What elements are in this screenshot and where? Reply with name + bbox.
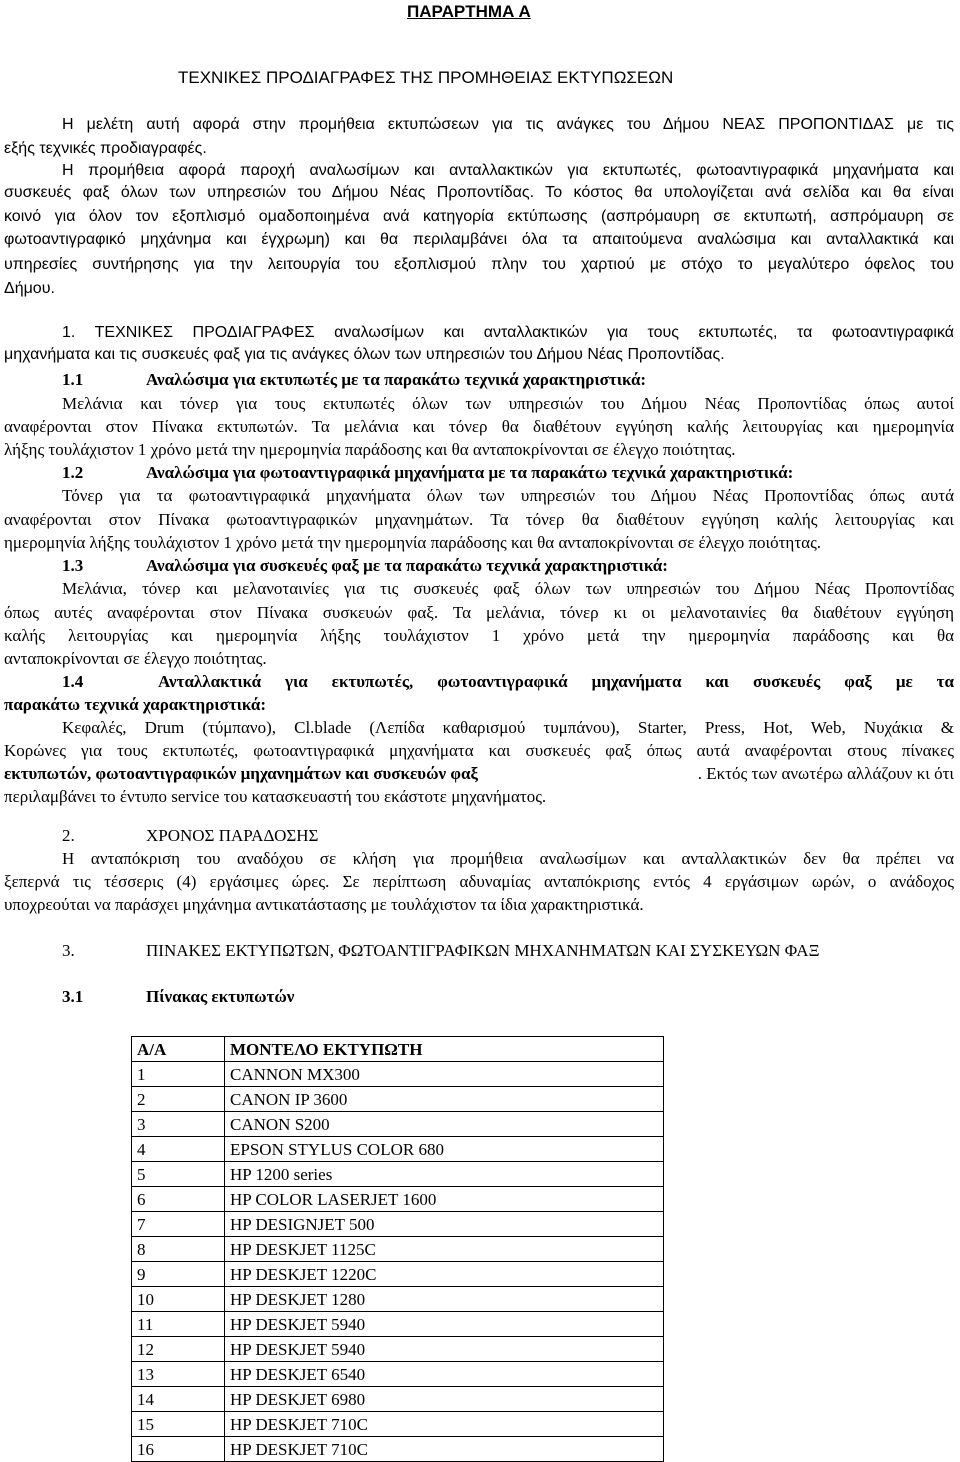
section-title: ΠΙΝΑΚΕΣ ΕΚΤΥΠΩΤΩΝ, ΦΩΤΟΑΝΤΙΓΡΑΦΙΚΩΝ ΜΗΧΑΝΗΜΑΤΩΝ ΚΑΙ ΣΥΣΚΕΥΩΝ ΦΑΞ bbox=[146, 941, 820, 960]
subsection-title: παρακάτω τεχνικά χαρακτηριστικά: bbox=[4, 695, 267, 714]
table-row bbox=[132, 1112, 664, 1137]
printer-model-cell: HP 1200 series bbox=[225, 1162, 664, 1187]
table-row bbox=[132, 1187, 664, 1212]
body-line: υποχρεούται να παράσχει μηχάνημα αντικατάστασης με τουλάχιστον τα ίδια χαρακτηριστικά. bbox=[4, 895, 644, 914]
intro-line: συσκευές φαξ όλων των υπηρεσιών του Δήμου Νέας Προποντίδας. Το κόστος θα υπολογίζεται ανά σελίδα και θα είναι bbox=[4, 184, 954, 201]
intro-line: Η μελέτη αυτή αφορά στην προμήθεια εκτυπώσεων για τις ανάγκες του Δήμου ΝΕΑΣ ΠΡΟΠΟΝΤΙΔΑΣ με τις bbox=[62, 116, 954, 133]
row-number-cell: 13 bbox=[132, 1362, 225, 1387]
body-line: ανταποκρίνονται σε έλεγχο ποιότητας. bbox=[4, 649, 267, 668]
printer-model-cell: HP DESKJET 6980 bbox=[225, 1387, 664, 1412]
table-row bbox=[132, 1062, 664, 1087]
printer-model-cell: EPSON STYLUS COLOR 680 bbox=[225, 1137, 664, 1162]
printer-model-cell: HP DESKJET 5940 bbox=[225, 1337, 664, 1362]
body-line: Τόνερ για τα φωτοαντιγραφικά μηχανήματα όλων των υπηρεσιών του Δήμου Νέας Προποντίδας όπως αυτά bbox=[62, 486, 954, 505]
body-line: καλής λειτουργίας και ημερομηνία λήξης τουλάχιστον 1 χρόνο μετά την ημερομηνία παράδοσης και θα bbox=[4, 626, 954, 645]
body-line: ξεπερνά τις τέσσερις (4) εργάσιμες ώρες. Σε περίπτωση αδυναμίας ανταπόκρισης εντός 4 εργάσιμων ωρών, ο ανάδοχος bbox=[4, 872, 954, 891]
row-number-cell: 2 bbox=[132, 1087, 225, 1112]
intro-line: Δήμου. bbox=[4, 280, 55, 297]
table-row bbox=[132, 1387, 664, 1412]
body-line: αναφέρονται στον Πίνακα φωτοαντιγραφικών μηχανημάτων. Τα τόνερ θα διαθέτουν εγγύηση καλής λειτουργίας και bbox=[4, 510, 954, 529]
subsection-title: Αναλώσιμα για συσκευές φαξ με τα παρακάτω τεχνικά χαρακτηριστικά: bbox=[146, 556, 668, 575]
printer-model-cell: HP DESKJET 1220C bbox=[225, 1262, 664, 1287]
subsection-number: 1.2 bbox=[62, 463, 84, 482]
table-row bbox=[132, 1262, 664, 1287]
printer-model-cell: CANNON MX300 bbox=[225, 1062, 664, 1087]
row-number-cell: 5 bbox=[132, 1162, 225, 1187]
table-row bbox=[132, 1362, 664, 1387]
table-header-row bbox=[132, 1037, 664, 1062]
intro-line: Η προμήθεια αφορά παροχή αναλωσίμων και ανταλλακτικών για εκτυπωτές, φωτοαντιγραφικά μηχανήματα και bbox=[62, 162, 954, 179]
appendix-title: ΠΑΡΑΡΤΗΜΑ Α bbox=[407, 2, 531, 21]
printer-model-cell: HP DESKJET 710C bbox=[225, 1437, 664, 1462]
printer-model-cell: HP DESKJET 1280 bbox=[225, 1287, 664, 1312]
body-line: Κορώνες για τους εκτυπωτές, φωτοαντιγραφικά μηχανήματα και συσκευές φαξ όπως αυτά αναφέρονται στους πίνακες bbox=[4, 741, 954, 760]
section1-heading: μηχανήματα και τις συσκευές φαξ για τις ανάγκες όλων των υπηρεσιών του Δήμου Νέας Προποντίδας. bbox=[4, 346, 725, 363]
section-title: ΧΡΟΝΟΣ ΠΑΡΑΔΟΣΗΣ bbox=[146, 826, 319, 845]
body-line: περιλαμβάνει το έντυπο service του κατασκευαστή του εκάστοτε μηχανήματος. bbox=[4, 787, 547, 806]
body-line: Η ανταπόκριση του αναδόχου σε κλήση για προμήθεια αναλωσίμων και ανταλλακτικών δεν θα πρέπει να bbox=[62, 849, 954, 868]
subsection-title: Αναλώσιμα για εκτυπωτές με τα παρακάτω τεχνικά χαρακτηριστικά: bbox=[146, 370, 647, 389]
table-row bbox=[132, 1312, 664, 1337]
table-row bbox=[132, 1212, 664, 1237]
body-line: όπως αυτές αναφέρονται στον Πίνακα συσκευών φαξ. Τα μελάνια, τόνερ κι οι μελανοταινίες θα διαθέτουν εγγύηση bbox=[4, 603, 954, 622]
printer-model-cell: HP DESIGNJET 500 bbox=[225, 1212, 664, 1237]
table-row bbox=[132, 1237, 664, 1262]
row-number-cell: 9 bbox=[132, 1262, 225, 1287]
printer-model-cell: HP DESKJET 6540 bbox=[225, 1362, 664, 1387]
subsection-title: Αναλώσιμα για φωτοαντιγραφικά μηχανήματα με τα παρακάτω τεχνικά χαρακτηριστικά: bbox=[146, 463, 794, 482]
row-number-cell: 11 bbox=[132, 1312, 225, 1337]
printer-model-cell: CANON S200 bbox=[225, 1112, 664, 1137]
section1-heading: 1. ΤΕΧΝΙΚΕΣ ΠΡΟΔΙΑΓΡΑΦΕΣ αναλωσίμων και ανταλλακτικών για τους εκτυπωτές, τα φωτοαντιγραφικά bbox=[62, 324, 954, 341]
table-row bbox=[132, 1137, 664, 1162]
printers-table bbox=[131, 1036, 664, 1462]
column-header-aa: Α/Α bbox=[132, 1037, 225, 1062]
subsection-title: Ανταλλακτικά για εκτυπωτές, φωτοαντιγραφικά μηχανήματα και συσκευές φαξ με τα bbox=[158, 672, 954, 691]
intro-line: υπηρεσίες συντήρησης για την λειτουργία του εξοπλισμού πλην του χαρτιού με στόχο το μεγαλύτερο όφελος του bbox=[4, 256, 954, 273]
row-number-cell: 8 bbox=[132, 1237, 225, 1262]
subsection-number: 3.1 bbox=[62, 987, 84, 1006]
table-row bbox=[132, 1162, 664, 1187]
row-number-cell: 4 bbox=[132, 1137, 225, 1162]
printer-model-cell: HP COLOR LASERJET 1600 bbox=[225, 1187, 664, 1212]
body-line: Μελάνια και τόνερ για τους εκτυπωτές όλων των υπηρεσιών του Δήμου Νέας Προποντίδας όπως αυτοί bbox=[62, 394, 954, 413]
table-row bbox=[132, 1412, 664, 1437]
section-number: 3. bbox=[62, 941, 75, 960]
body-line: Μελάνια, τόνερ και μελανοταινίες για τις συσκευές φαξ όλων των υπηρεσιών του Δήμου Νέας Προποντίδας bbox=[62, 579, 954, 598]
column-header-model: ΜΟΝΤΕΛΟ ΕΚΤΥΠΩΤΗ bbox=[225, 1037, 664, 1062]
printer-model-cell: HP DESKJET 1125C bbox=[225, 1237, 664, 1262]
table-row bbox=[132, 1337, 664, 1362]
printer-model-cell: HP DESKJET 710C bbox=[225, 1412, 664, 1437]
body-text: . Εκτός των ανωτέρω αλλάζουν κι ότι bbox=[697, 764, 954, 783]
table-row bbox=[132, 1287, 664, 1312]
printer-model-cell: HP DESKJET 5940 bbox=[225, 1312, 664, 1337]
body-line: αναφέρονται στον Πίνακα εκτυπωτών. Τα μελάνια και τόνερ θα διαθέτουν εγγύηση καλής λειτουργίας και ημερομηνία bbox=[4, 417, 954, 436]
intro-line: φωτοαντιγραφικό μηχάνημα και έγχρωμη) και θα περιλαμβάνει όλα τα απαιτούμενα αναλώσιμα και ανταλλακτικά και bbox=[4, 231, 954, 248]
row-number-cell: 10 bbox=[132, 1287, 225, 1312]
intro-line: κοινό για όλον τον εξοπλισμό ομαδοποιημένα ανά κατηγορία εκτύπωσης (ασπρόμαυρη σε εκτυπωτή, ασπρόμαυρη σε bbox=[4, 208, 954, 225]
row-number-cell: 14 bbox=[132, 1387, 225, 1412]
body-line bbox=[4, 764, 954, 784]
row-number-cell: 12 bbox=[132, 1337, 225, 1362]
table-row bbox=[132, 1087, 664, 1112]
row-number-cell: 3 bbox=[132, 1112, 225, 1137]
printer-model-cell: CANON IP 3600 bbox=[225, 1087, 664, 1112]
body-line: ημερομηνία λήξης τουλάχιστον 1 χρόνο μετά την ημερομηνία παράδοσης και θα ανταποκρίνονται σε έλεγχο ποιότητας. bbox=[4, 533, 822, 552]
subsection-number: 1.1 bbox=[62, 370, 84, 389]
bold-phrase: εκτυπωτών, φωτοαντιγραφικών μηχανημάτων και συσκευών φαξ bbox=[4, 764, 479, 783]
row-number-cell: 6 bbox=[132, 1187, 225, 1212]
main-title: ΤΕΧΝΙΚΕΣ ΠΡΟΔΙΑΓΡΑΦΕΣ ΤΗΣ ΠΡΟΜΗΘΕΙΑΣ ΕΚΤΥΠΩΣΕΩΝ bbox=[178, 68, 674, 87]
body-line: Κεφαλές, Drum (τύμπανο), Cl.blade (Λεπίδα καθαρισμού τυμπάνου), Starter, Press, Hot, Web, Νυχάκια & bbox=[62, 718, 954, 737]
subsection-number: 1.3 bbox=[62, 556, 84, 575]
section-number: 2. bbox=[62, 826, 75, 845]
row-number-cell: 15 bbox=[132, 1412, 225, 1437]
table-caption: Πίνακας εκτυπωτών bbox=[146, 987, 295, 1006]
subsection-number: 1.4 bbox=[62, 672, 84, 691]
row-number-cell: 7 bbox=[132, 1212, 225, 1237]
body-line: λήξης τουλάχιστον 1 χρόνο μετά την ημερομηνία παράδοσης και θα ανταποκρίνονται σε έλεγχο ποιότητας. bbox=[4, 440, 736, 459]
intro-line: εξής τεχνικές προδιαγραφές. bbox=[4, 140, 207, 157]
row-number-cell: 16 bbox=[132, 1437, 225, 1462]
row-number-cell: 1 bbox=[132, 1062, 225, 1087]
table-row bbox=[132, 1437, 664, 1462]
